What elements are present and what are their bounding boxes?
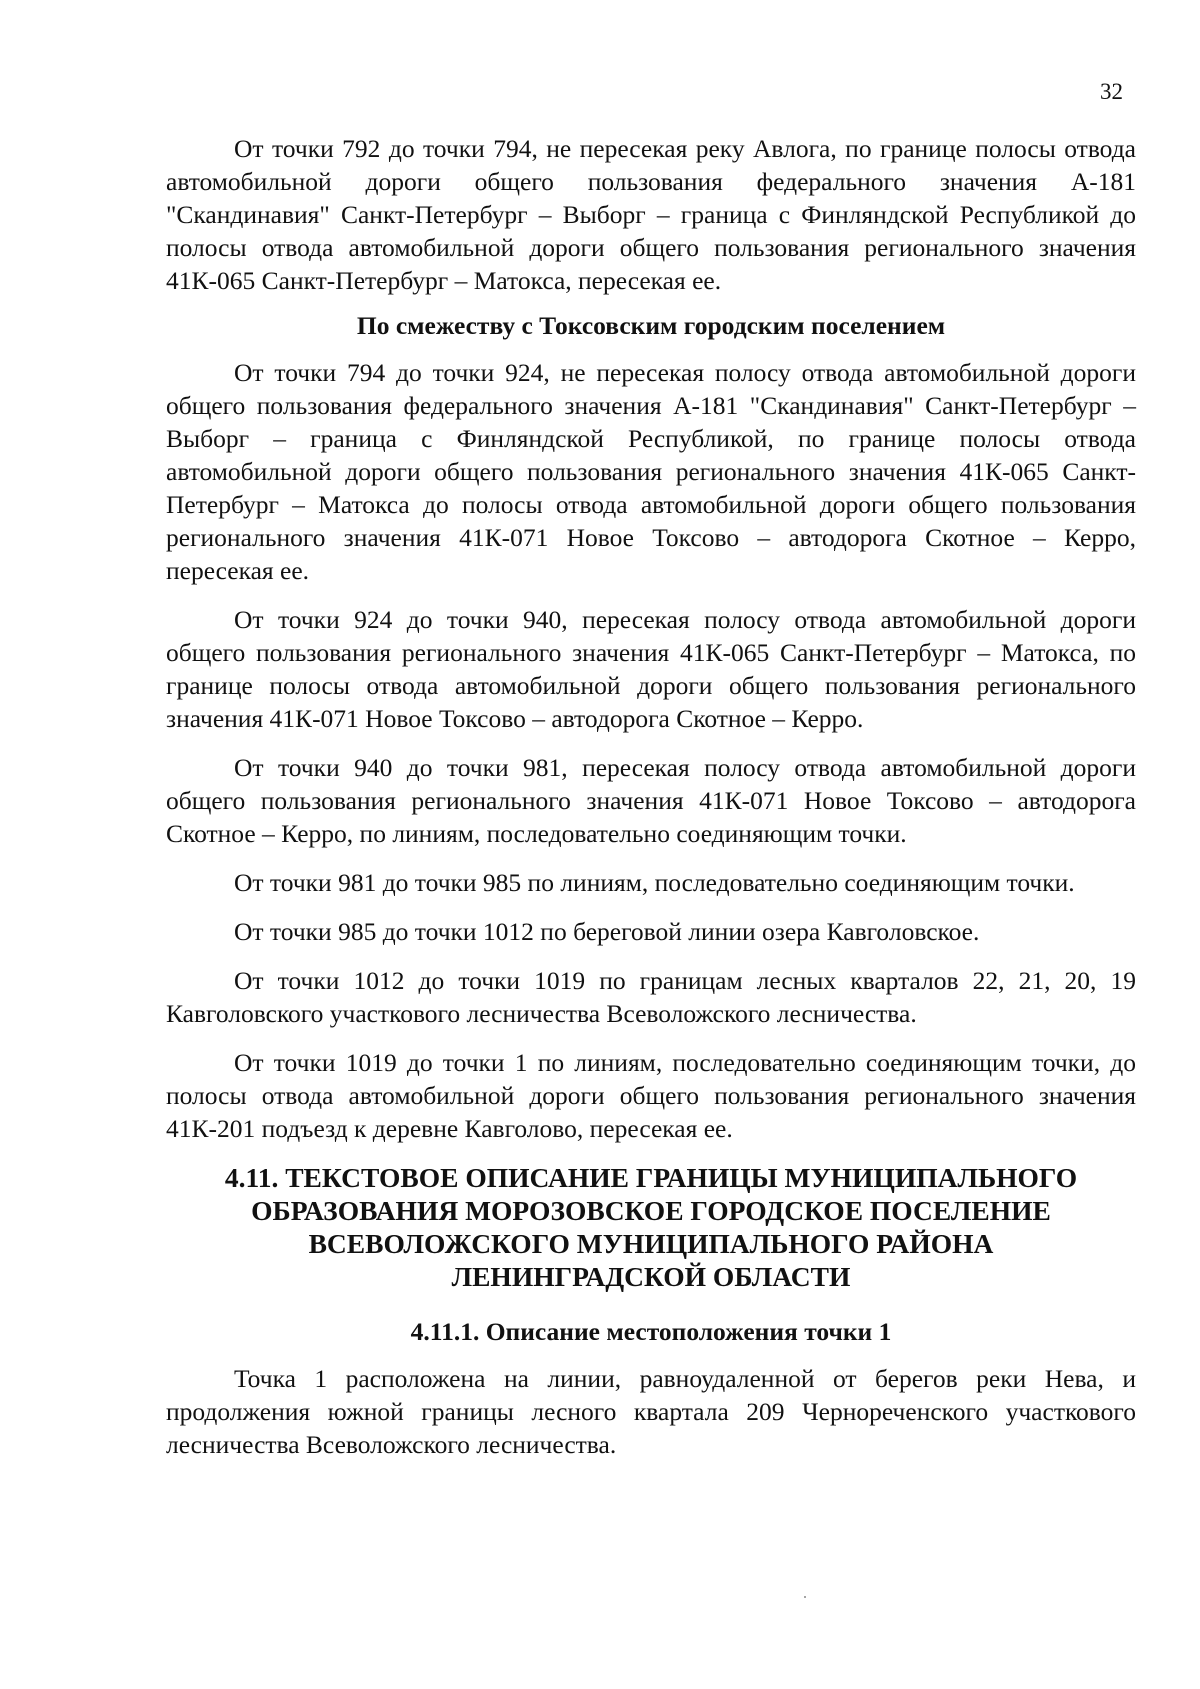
subsection-heading: 4.11.1. Описание местоположения точки 1 [410,1317,892,1346]
document-body [166,132,1136,1477]
page-number: 32 [1100,79,1123,104]
section-heading-line: ЛЕНИНГРАДСКОЙ ОБЛАСТИ [451,1261,851,1292]
scan-speck [804,1596,806,1598]
paragraph: От точки 924 до точки 940, пересекая полосу отвода автомобильной дороги общего пользования регионального значения 41К-065 Санкт-Петербург – Матокса, по границе полосы отвода автомобильной дороги общего пользования регионального значения 41К-071 Новое Токсово – автодорога Скотное – Керро. [166,605,1136,733]
section-heading-line: 4.11. ТЕКСТОВОЕ ОПИСАНИЕ ГРАНИЦЫ МУНИЦИПАЛЬНОГО [224,1162,1078,1193]
section-heading-line: ОБРАЗОВАНИЯ МОРОЗОВСКОЕ ГОРОДСКОЕ ПОСЕЛЕНИЕ [251,1195,1051,1226]
paragraph: От точки 985 до точки 1012 по береговой линии озера Кавголовское. [234,917,980,946]
paragraph: От точки 1012 до точки 1019 по границам лесных кварталов 22, 21, 20, 19 Кавголовского участкового лесничества Всеволожского лесничества. [166,966,1136,1028]
paragraph: От точки 1019 до точки 1 по линиям, последовательно соединяющим точки, до полосы отвода автомобильной дороги общего пользования регионального значения 41К-201 подъезд к деревне Кавголово, пересекая ее. [166,1048,1136,1143]
paragraph: Точка 1 расположена на линии, равноудаленной от берегов реки Нева, и продолжения южной границы лесного квартала 209 Чернореченского участкового лесничества Всеволожского лесничества. [166,1364,1136,1459]
paragraph: От точки 794 до точки 924, не пересекая полосу отвода автомобильной дороги общего пользования федерального значения А-181 "Скандинавия" Санкт-Петербург – Выборг – граница с Финляндской Республикой, по границе полосы отвода автомобильной дороги общего пользования регионального значения 41К-065 Санкт-Петербург – Матокса до полосы отвода автомобильной дороги общего пользования регионального значения 41К-071 Новое Токсово – автодорога Скотное – Керро, пересекая ее. [166,358,1136,585]
adjacency-heading: По смежеству с Токсовским городским поселением [356,311,946,340]
paragraph: От точки 792 до точки 794, не пересекая реку Авлога, по границе полосы отвода автомобильной дороги общего пользования федерального значения А-181 "Скандинавия" Санкт-Петербург – Выборг – граница с Финляндской Республикой до полосы отвода автомобильной дороги общего пользования регионального значения 41К-065 Санкт-Петербург – Матокса, пересекая ее. [166,134,1136,295]
section-heading [166,1161,1136,1293]
section-heading-line: ВСЕВОЛОЖСКОГО МУНИЦИПАЛЬНОГО РАЙОНА [308,1228,994,1259]
paragraph: От точки 981 до точки 985 по линиям, последовательно соединяющим точки. [234,868,1075,897]
paragraph: От точки 940 до точки 981, пересекая полосу отвода автомобильной дороги общего пользования регионального значения 41К-071 Новое Токсово – автодорога Скотное – Керро, по линиям, последовательно соединяющим точки. [166,753,1136,848]
